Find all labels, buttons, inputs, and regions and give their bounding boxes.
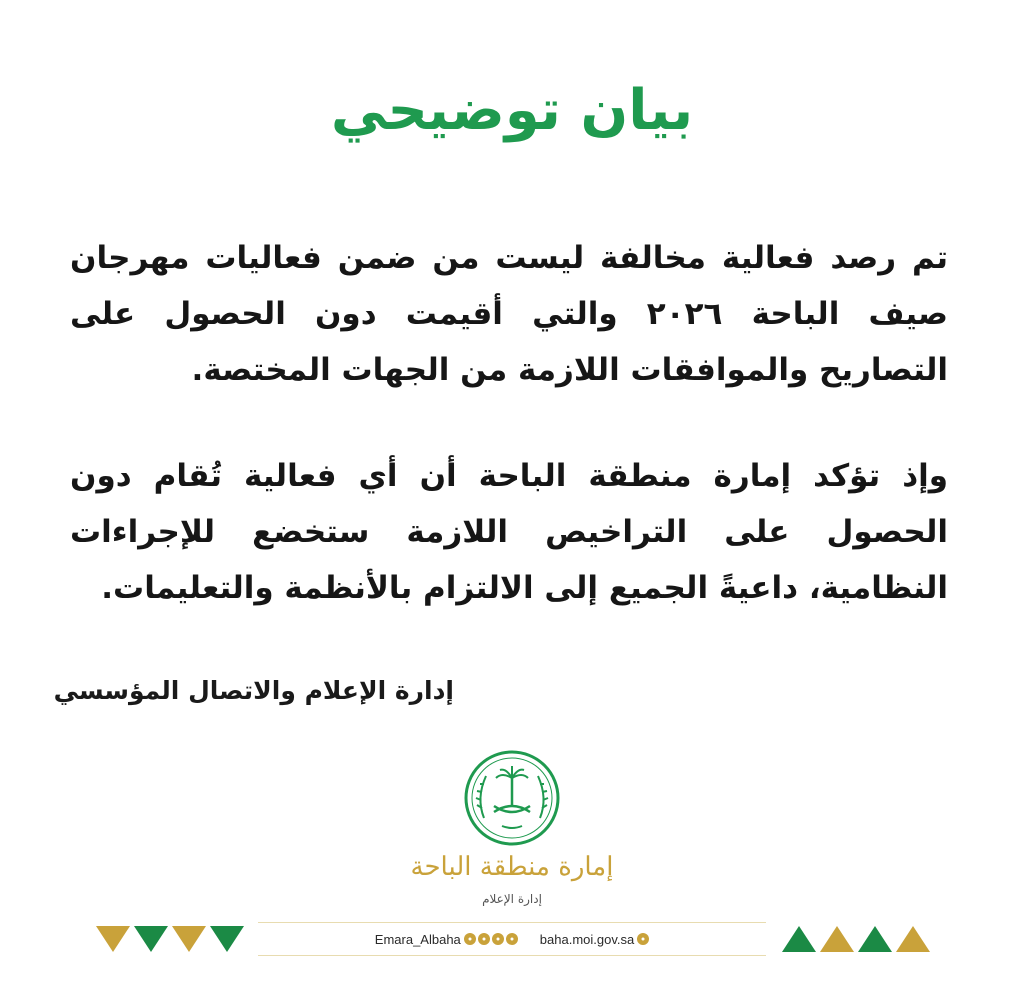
instagram-icon[interactable]: [492, 933, 504, 945]
website-link[interactable]: baha.moi.gov.sa: [539, 931, 635, 947]
social-icons: [464, 933, 518, 945]
social-group: [375, 932, 522, 947]
emblem-icon: [462, 748, 562, 848]
paragraph-2: وإذ تؤكد إمارة منطقة الباحة أن أي فعالية تُقام دون الحصول على التراخيص اللازمة ستخضع للإجراءات النظامية، داعيةً الجميع إلى الالتزام بالأنظمة والتعليمات.: [70, 458, 948, 606]
page-title: بيان توضيحي: [330, 78, 694, 143]
emirate-logo-text: إمارة منطقة الباحة: [410, 852, 614, 882]
paragraph-1: تم رصد فعالية مخالفة ليست من ضمن فعاليات مهرجان صيف الباحة ٢٠٢٦ والتي أقيمت دون الحصول على التصاريح والموافقات اللازمة من الجهات المختصة.: [70, 240, 948, 388]
x-icon[interactable]: [464, 933, 476, 945]
triangle-green-2: [210, 926, 244, 952]
footer-contact-bar: [258, 922, 766, 956]
triangle-green-1: [134, 926, 168, 952]
social-handle[interactable]: Emara_Albaha: [374, 931, 461, 947]
signature: إدارة الإعلام والاتصال المؤسسي: [53, 676, 454, 705]
right-triangle-decoration: [782, 922, 930, 956]
left-triangle-decoration: [96, 922, 244, 956]
emirate-logo-subtitle: إدارة الإعلام: [482, 892, 542, 906]
globe-icon: [637, 933, 649, 945]
triangle-green-3: [782, 926, 816, 952]
triangle-gold-4: [896, 926, 930, 952]
website-group: [540, 932, 649, 947]
triangle-gold-2: [172, 926, 206, 952]
snapchat-icon[interactable]: [478, 933, 490, 945]
triangle-green-4: [858, 926, 892, 952]
triangle-gold-1: [96, 926, 130, 952]
triangle-gold-3: [820, 926, 854, 952]
tiktok-icon[interactable]: [506, 933, 518, 945]
